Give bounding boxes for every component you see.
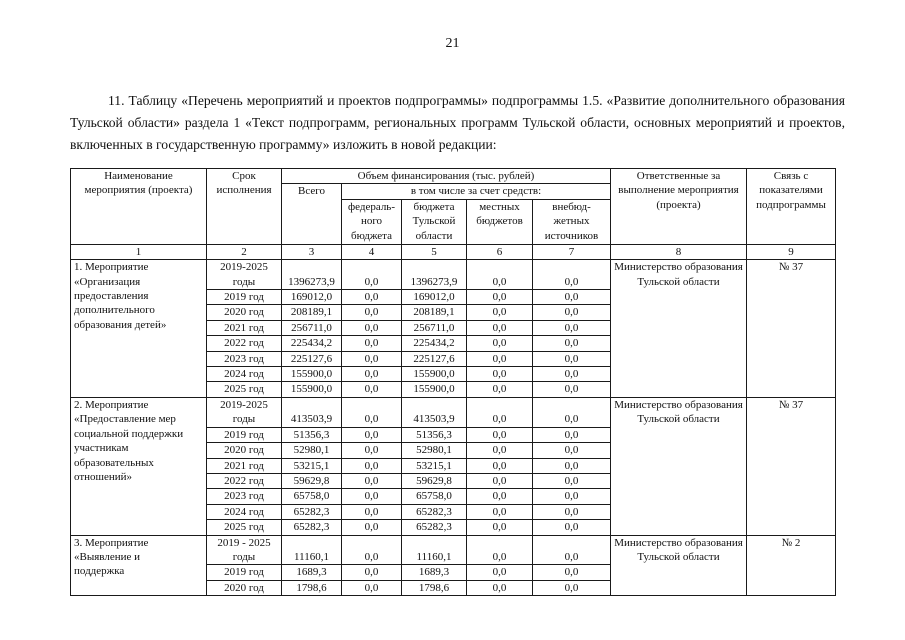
activity-name [71,535,207,596]
cell-total: 208189,1 [282,305,342,320]
activity-name-line: отношений» [74,470,133,483]
cell-regional: 1689,3 [402,565,467,580]
column-number: 2 [207,244,282,259]
indicator-cell: № 37 [747,260,836,398]
cell-federal: 0,0 [342,473,402,488]
table-row [71,535,836,565]
cell-local: 0,0 [467,336,533,351]
header-funding: Объем финансирования (тыс. рублей) [282,169,611,184]
cell-local: 0,0 [467,367,533,382]
cell-regional: 53215,1 [402,458,467,473]
cell-local: 0,0 [467,260,533,290]
activity-name-line: «Предоставление мер [74,413,176,426]
activity-name-line: 2. Мероприятие [74,398,149,411]
cell-total: 169012,0 [282,290,342,305]
cell-extra: 0,0 [533,565,611,580]
cell-extra: 0,0 [533,260,611,290]
cell-extra: 0,0 [533,535,611,565]
cell-extra: 0,0 [533,443,611,458]
cell-local: 0,0 [467,504,533,519]
table-body [71,260,836,596]
cell-regional: 208189,1 [402,305,467,320]
cell-federal: 0,0 [342,320,402,335]
activity-name-line: поддержка [74,565,125,578]
cell-total: 65758,0 [282,489,342,504]
cell-extra: 0,0 [533,473,611,488]
cell-regional: 256711,0 [402,320,467,335]
indicator-cell: № 2 [747,535,836,596]
cell-total: 51356,3 [282,427,342,442]
column-number: 7 [533,244,611,259]
cell-local: 0,0 [467,320,533,335]
cell-total: 53215,1 [282,458,342,473]
cell-term: 2020 год [207,443,282,458]
cell-term: 2022 год [207,473,282,488]
cell-regional: 225127,6 [402,351,467,366]
page-number: 21 [445,36,460,51]
header-indicator: Связь с показателями подпрограммы [747,169,836,245]
cell-total: 65282,3 [282,504,342,519]
header-local: местных бюджетов [467,199,533,244]
header-name: Наименование мероприятия (проекта) [71,169,207,245]
cell-federal: 0,0 [342,427,402,442]
cell-total: 52980,1 [282,443,342,458]
cell-regional: 59629,8 [402,473,467,488]
activity-name-line: образования детей» [74,318,167,331]
cell-local: 0,0 [467,443,533,458]
cell-federal: 0,0 [342,504,402,519]
cell-term: 2019 год [207,290,282,305]
cell-term: 2025 год [207,520,282,535]
cell-extra: 0,0 [533,367,611,382]
activity-name-line: «Выявление и [74,550,140,563]
cell-federal: 0,0 [342,351,402,366]
cell-federal: 0,0 [342,520,402,535]
table-row [71,397,836,427]
cell-regional: 65758,0 [402,489,467,504]
cell-regional: 65282,3 [402,504,467,519]
cell-federal: 0,0 [342,580,402,595]
header-regional: бюджета Тульской области [402,199,467,244]
cell-term: 2023 год [207,489,282,504]
column-number: 5 [402,244,467,259]
activity-name-line: «Организация [74,275,141,288]
column-number: 3 [282,244,342,259]
cell-term: 2025 год [207,382,282,397]
cell-total: 11160,1 [282,535,342,565]
cell-regional: 225434,2 [402,336,467,351]
cell-extra: 0,0 [533,520,611,535]
cell-extra: 0,0 [533,427,611,442]
cell-extra: 0,0 [533,305,611,320]
cell-regional: 413503,9 [402,397,467,427]
activity-name-line: 1. Мероприятие [74,261,149,274]
cell-local: 0,0 [467,382,533,397]
cell-federal: 0,0 [342,305,402,320]
cell-regional: 51356,3 [402,427,467,442]
cell-extra: 0,0 [533,351,611,366]
cell-local: 0,0 [467,290,533,305]
indicator-cell: № 37 [747,397,836,535]
table-row [71,260,836,290]
cell-extra: 0,0 [533,320,611,335]
cell-term: 2024 год [207,367,282,382]
cell-term: 2024 год [207,504,282,519]
cell-total: 1689,3 [282,565,342,580]
column-number: 4 [342,244,402,259]
cell-local: 0,0 [467,565,533,580]
header-federal: федераль-ного бюджета [342,199,402,244]
cell-federal: 0,0 [342,260,402,290]
cell-federal: 0,0 [342,535,402,565]
column-number: 1 [71,244,207,259]
activity-name-line: участникам [74,442,129,455]
cell-term: 2020 год [207,580,282,595]
cell-extra: 0,0 [533,458,611,473]
cell-local: 0,0 [467,397,533,427]
responsible-cell: Министерство образования Тульской области [611,535,747,596]
cell-regional: 155900,0 [402,382,467,397]
intro-paragraph: 11. Таблицу «Перечень мероприятий и проектов подпрограммы» подпрограммы 1.5. «Развитие дополнительного образования Тульской области» раздела 1 «Текст подпрограмм, региональных программ Тульской области, основных мероприятий и проектов, включенных в государственную программу» изложить в новой редакции: [70,93,845,152]
cell-term: 2020 год [207,305,282,320]
cell-regional: 155900,0 [402,367,467,382]
cell-regional: 65282,3 [402,520,467,535]
cell-term: 2023 год [207,351,282,366]
activity-name-line: 3. Мероприятие [74,536,149,549]
cell-local: 0,0 [467,351,533,366]
cell-term: 2022 год [207,336,282,351]
cell-regional: 1396273,9 [402,260,467,290]
cell-regional: 1798,6 [402,580,467,595]
activity-name-line: образовательных [74,456,154,469]
activity-name-line: дополнительного [74,304,155,317]
cell-total: 1798,6 [282,580,342,595]
cell-federal: 0,0 [342,367,402,382]
cell-extra: 0,0 [533,290,611,305]
header-responsible: Ответственные за выполнение мероприятия (проекта) [611,169,747,245]
cell-regional: 52980,1 [402,443,467,458]
cell-federal: 0,0 [342,458,402,473]
cell-extra: 0,0 [533,580,611,595]
header-total: Всего [282,184,342,244]
table-header [71,169,836,260]
activity-name-line: социальной поддержки [74,427,184,440]
responsible-cell: Министерство образования Тульской области [611,397,747,535]
cell-term: 2019-2025 годы [207,397,282,427]
cell-total: 413503,9 [282,397,342,427]
cell-local: 0,0 [467,489,533,504]
cell-local: 0,0 [467,427,533,442]
cell-total: 65282,3 [282,520,342,535]
responsible-cell: Министерство образования Тульской области [611,260,747,398]
cell-federal: 0,0 [342,382,402,397]
cell-regional: 169012,0 [402,290,467,305]
activities-table [70,168,836,596]
header-extra: внебюд-жетных источников [533,199,611,244]
cell-term: 2019 год [207,565,282,580]
cell-local: 0,0 [467,473,533,488]
activity-name [71,397,207,535]
cell-local: 0,0 [467,520,533,535]
cell-federal: 0,0 [342,290,402,305]
cell-local: 0,0 [467,305,533,320]
cell-federal: 0,0 [342,489,402,504]
cell-regional: 11160,1 [402,535,467,565]
cell-total: 256711,0 [282,320,342,335]
cell-extra: 0,0 [533,397,611,427]
cell-term: 2019-2025 годы [207,260,282,290]
cell-total: 155900,0 [282,382,342,397]
cell-local: 0,0 [467,535,533,565]
column-number: 9 [747,244,836,259]
cell-extra: 0,0 [533,382,611,397]
activity-name-line: предоставления [74,290,149,303]
header-term: Срок исполнения [207,169,282,245]
cell-federal: 0,0 [342,397,402,427]
cell-term: 2019 год [207,427,282,442]
cell-term: 2021 год [207,458,282,473]
cell-total: 225434,2 [282,336,342,351]
column-number: 6 [467,244,533,259]
header-including: в том числе за счет средств: [342,184,611,199]
cell-federal: 0,0 [342,443,402,458]
cell-federal: 0,0 [342,565,402,580]
cell-total: 59629,8 [282,473,342,488]
cell-extra: 0,0 [533,336,611,351]
cell-total: 1396273,9 [282,260,342,290]
cell-term: 2021 год [207,320,282,335]
activity-name [71,260,207,398]
cell-extra: 0,0 [533,504,611,519]
cell-local: 0,0 [467,580,533,595]
cell-total: 155900,0 [282,367,342,382]
cell-federal: 0,0 [342,336,402,351]
cell-total: 225127,6 [282,351,342,366]
column-number-row [71,244,836,259]
cell-local: 0,0 [467,458,533,473]
cell-term: 2019 - 2025 годы [207,535,282,565]
cell-extra: 0,0 [533,489,611,504]
column-number: 8 [611,244,747,259]
